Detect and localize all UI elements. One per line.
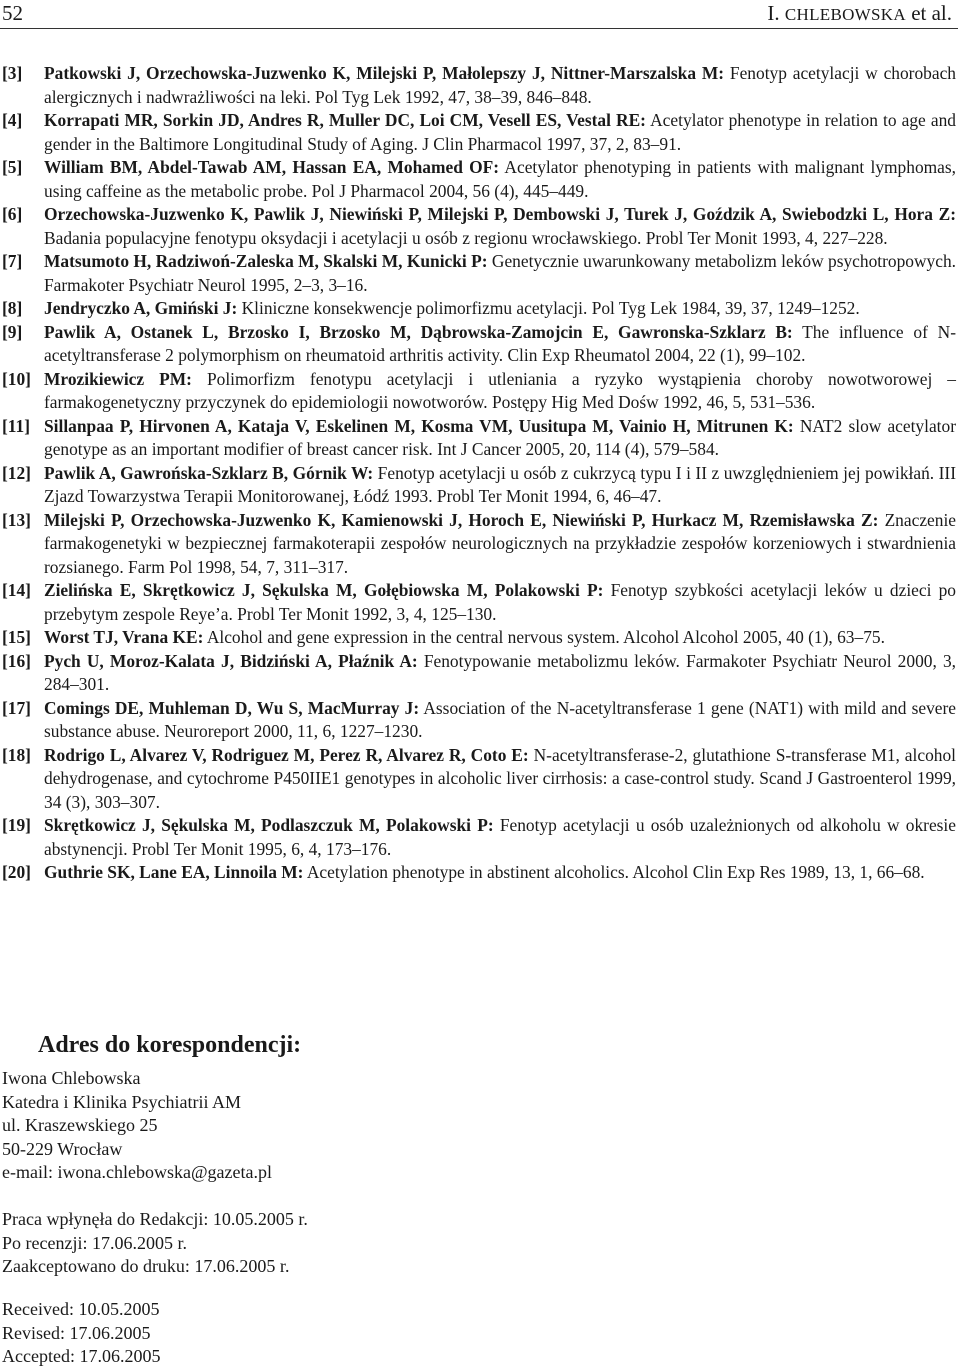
reference-authors: Pych U, Moroz-Kalata J, Bidziński A, Płaźnik A: xyxy=(44,650,418,671)
reference-number: [16] xyxy=(2,650,31,671)
date-line: Zaakceptowano do druku: 17.06.2005 r. xyxy=(2,1256,290,1276)
reference-number: [10] xyxy=(2,368,31,389)
running-head: I. CHLEBOWSKA et al. xyxy=(767,1,952,25)
dates-polish xyxy=(2,1208,308,1279)
reference-item xyxy=(0,462,958,509)
date-line: Accepted: 17.06.2005 xyxy=(2,1346,161,1366)
dates-english xyxy=(2,1298,160,1369)
reference-body xyxy=(44,814,958,861)
reference-body xyxy=(44,203,958,250)
reference-text: Genetycznie uwarunkowany metabolizm leków psychotropowych. Farmakoter Psychiatr Neurol 1995, 2–3, 3–16. xyxy=(44,251,956,295)
reference-number: [9] xyxy=(2,321,23,342)
reference-body xyxy=(44,579,958,626)
reference-authors: Korrapati MR, Sorkin JD, Andres R, Muller DC, Loi CM, Vesell ES, Vestal RE: xyxy=(44,110,646,130)
reference-body xyxy=(44,861,958,885)
address-line: Iwona Chlebowska xyxy=(2,1068,141,1088)
reference-item xyxy=(0,814,958,861)
reference-number: [3] xyxy=(2,63,23,83)
reference-item xyxy=(0,297,958,321)
reference-authors: Rodrigo L, Alvarez V, Rodriguez M, Perez R, Alvarez R, Coto E: xyxy=(44,744,529,765)
reference-number: [13] xyxy=(2,509,31,530)
reference-text: Alcohol and gene expression in the central nervous system. Alcohol Alcohol 2005, 40 (1), 63–75. xyxy=(203,627,885,647)
reference-number: [18] xyxy=(2,744,31,765)
reference-body xyxy=(44,109,958,156)
reference-text: Association of the N-acetyltransferase 1 gene (NAT1) with mild and severe substance abuse. Neuroreport 2000, 11, 6, 1227–1230. xyxy=(44,697,956,741)
reference-text: Znaczenie farmakogenetyki w bezpiecznej farmakoterapii zespołów neurologicznych na przykładzie zespołów korzeniowych i stwardnienia rozsianego. Farm Pol 1998, 54, 7, 311–317. xyxy=(44,509,957,577)
reference-item xyxy=(0,650,958,697)
reference-item xyxy=(0,321,958,368)
reference-item xyxy=(0,109,958,156)
date-line: Po recenzji: 17.06.2005 r. xyxy=(2,1232,187,1253)
reference-text: Kliniczne konsekwencje polimorfizmu acetylacji. Pol Tyg Lek 1984, 39, 37, 1249–1252. xyxy=(237,298,860,318)
reference-text: The influence of N-acetyltransferase 2 polymorphism on rheumatoid arthritis activity. Clin Exp Rheumatol 2004, 22 (1), 99–102. xyxy=(44,321,956,365)
reference-text: Badania populacyjne fenotypu oksydacji i acetylacji u osób z regionu wrocławskiego. Probl Ter Monit 1993, 4, 227–228. xyxy=(44,227,888,248)
reference-item xyxy=(0,861,958,885)
reference-authors: Patkowski J, Orzechowska-Juzwenko K, Milejski P, Małolepszy J, Nittner-Marszalska M: xyxy=(44,63,725,83)
reference-authors: Zielińska E, Skrętkowicz J, Sękulska M, Gołębiowska M, Polakowski P: xyxy=(44,580,604,600)
reference-body xyxy=(44,415,958,462)
reference-item xyxy=(0,626,958,650)
reference-number: [17] xyxy=(2,697,31,718)
reference-body xyxy=(44,250,958,297)
reference-authors: William BM, Abdel-Tawab AM, Hassan EA, Mohamed OF: xyxy=(44,157,500,177)
reference-number: [14] xyxy=(2,580,31,600)
reference-authors: Matsumoto H, Radziwoń-Zaleska M, Skalski M, Kunicki P: xyxy=(44,251,488,271)
reference-body xyxy=(44,509,958,580)
reference-item xyxy=(0,62,958,109)
address-line: Katedra i Klinika Psychiatrii AM xyxy=(2,1091,241,1112)
reference-body xyxy=(44,626,958,650)
reference-authors: Jendryczko A, Gmiński J: xyxy=(44,298,238,318)
reference-item xyxy=(0,744,958,815)
reference-number: [15] xyxy=(2,627,31,647)
reference-text: Acetylator phenotyping in patients with malignant lymphomas, using caffeine as the metabolic probe. Pol J Pharmacol 2004, 56 (4), 445–449. xyxy=(44,157,956,201)
reference-item xyxy=(0,203,958,250)
reference-item xyxy=(0,697,958,744)
reference-text: Fenotyp szybkości acetylacji leków u dzieci po przebytym zespole Reye’a. Probl Ter Monit 1992, 3, 4, 125–130. xyxy=(44,580,956,624)
reference-text: Fenotyp acetylacji w chorobach alergicznych i nadwrażliwości na leki. Pol Tyg Lek 1992, 47, 38–39, 846–848. xyxy=(44,63,956,107)
reference-item xyxy=(0,156,958,203)
reference-number: [7] xyxy=(2,251,23,271)
reference-number: [12] xyxy=(2,462,31,483)
reference-text: Fenotyp acetylacji u osób z cukrzycą typu I i II z uwzględnieniem jej powikłań. III Zjazd Towarzystwa Terapii Monitorowanej, Łódź 1993. Probl Ter Monit 1994, 6, 46–47. xyxy=(44,462,956,506)
reference-authors: Comings DE, Muhleman D, Wu S, MacMurray J: xyxy=(44,697,420,718)
correspondence-address xyxy=(2,1067,272,1185)
page-number: 52 xyxy=(2,1,23,25)
reference-item xyxy=(0,579,958,626)
reference-item xyxy=(0,368,958,415)
reference-body xyxy=(44,697,958,744)
reference-authors: Worst TJ, Vrana KE: xyxy=(44,627,204,647)
reference-body xyxy=(44,462,958,509)
address-line: e-mail: iwona.chlebowska@gazeta.pl xyxy=(2,1162,272,1182)
reference-item xyxy=(0,250,958,297)
address-line: 50-229 Wrocław xyxy=(2,1138,123,1159)
reference-body xyxy=(44,62,958,109)
reference-number: [19] xyxy=(2,815,31,835)
reference-list xyxy=(0,62,958,885)
reference-text: NAT2 slow acetylator genotype as an important modifier of breast cancer risk. Int J Cancer 2005, 20, 114 (4), 579–584. xyxy=(44,415,956,459)
page-header xyxy=(0,0,958,29)
reference-authors: Pawlik A, Ostanek L, Brzosko I, Brzosko M, Dąbrowska-Zamojcin E, Gawronska-Szklarz B: xyxy=(44,321,793,342)
date-line: Received: 10.05.2005 xyxy=(2,1299,160,1319)
reference-authors: Orzechowska-Juzwenko K, Pawlik J, Niewiński P, Milejski P, Dembowski J, Turek J, Goździk A, Swiebodzki L, Hora Z: xyxy=(44,204,956,224)
reference-text: Acetylator phenotype in relation to age and gender in the Baltimore Longitudinal Study of Aging. J Clin Pharmacol 1997, 37, 2, 83–91. xyxy=(44,110,956,154)
reference-text: Acetylation phenotype in abstinent alcoholics. Alcohol Clin Exp Res 1989, 13, 1, 66–68. xyxy=(303,862,925,882)
reference-authors: Skrętkowicz J, Sękulska M, Podlaszczuk M, Polakowski P: xyxy=(44,815,494,835)
reference-number: [5] xyxy=(2,157,23,177)
reference-body xyxy=(44,650,958,697)
reference-authors: Guthrie SK, Lane EA, Linnoila M: xyxy=(44,862,304,882)
reference-authors: Milejski P, Orzechowska-Juzwenko K, Kamienowski J, Horoch E, Niewiński P, Hurkacz M, Rzemisławska Z: xyxy=(44,509,879,530)
reference-authors: Sillanpaa P, Hirvonen A, Kataja V, Eskelinen M, Kosma VM, Uusitupa M, Vainio H, Mitrunen K: xyxy=(44,415,794,436)
reference-authors: Mrozikiewicz PM: xyxy=(44,368,192,389)
date-line: Praca wpłynęła do Redakcji: 10.05.2005 r. xyxy=(2,1209,308,1229)
reference-text: Polimorfizm fenotypu acetylacji i utleniania a ryzyko wystąpienia choroby nowotworowej – farmakogenetyczny przyczynek do epidemiologii nowotworów. Postępy Hig Med Dośw 1992, 46, 5, 531–536. xyxy=(44,368,956,412)
date-line: Revised: 17.06.2005 xyxy=(2,1322,151,1343)
correspondence-heading: Adres do korespondencji: xyxy=(38,1032,302,1058)
address-line: ul. Kraszewskiego 25 xyxy=(2,1115,158,1135)
reference-text: N-acetyltransferase-2, glutathione S-transferase M1, alcohol dehydrogenase, and cytochrome P450IIE1 genotypes in alcoholic liver cirrhosis: a case-control study. Scand J Gastroenterol 1999, 34 (3), 303–307. xyxy=(44,744,956,812)
reference-number: [4] xyxy=(2,110,23,130)
reference-text: Fenotypowanie metabolizmu leków. Farmakoter Psychiatr Neurol 2000, 3, 284–301. xyxy=(44,650,957,694)
reference-authors: Pawlik A, Gawrońska-Szklarz B, Górnik W: xyxy=(44,462,374,483)
reference-number: [20] xyxy=(2,862,31,882)
reference-body xyxy=(44,368,958,415)
reference-number: [11] xyxy=(2,415,31,436)
reference-body xyxy=(44,156,958,203)
reference-number: [6] xyxy=(2,204,23,224)
reference-number: [8] xyxy=(2,298,23,318)
reference-body xyxy=(44,321,958,368)
reference-body xyxy=(44,744,958,815)
reference-item xyxy=(0,509,958,580)
reference-text: Fenotyp acetylacji u osób uzależnionych od alkoholu w okresie abstynencji. Probl Ter Monit 1995, 6, 4, 173–176. xyxy=(44,815,956,859)
reference-item xyxy=(0,415,958,462)
reference-body xyxy=(44,297,958,321)
